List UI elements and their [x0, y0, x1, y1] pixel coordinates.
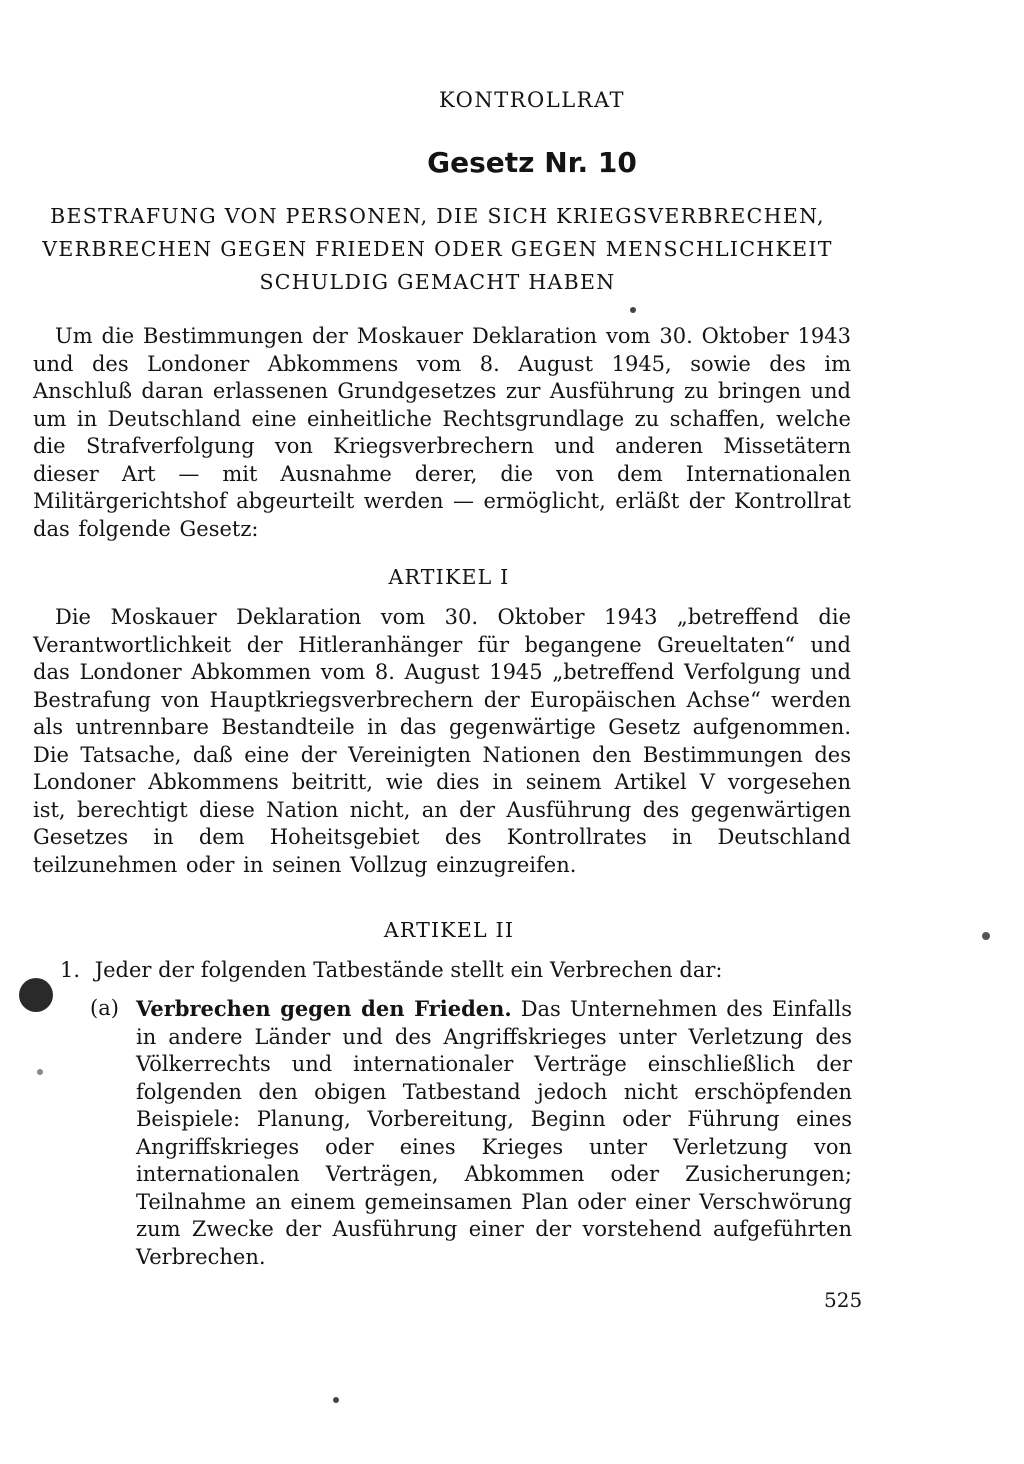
ink-speck — [630, 307, 636, 313]
article-1-heading: ARTIKEL I — [388, 565, 510, 589]
item-number: 1. — [60, 958, 81, 982]
ink-speck — [982, 932, 990, 940]
preamble-paragraph: Um die Bestimmungen der Moskauer Deklaration vom 30. Oktober 1943 und des Londoner Abkommens vom 8. August 1945, sowie des im Anschluß daran erlassenen Grundgesetzes zur Ausführung zu bringen und um in Deutschland eine einheitliche Rechtsgrundlage zu schaffen, welche die Strafverfolgung von Kriegsverbrechern und anderen Missetätern dieser Art — mit Ausnahme derer, die von dem Internationalen Militärgerichtshof abgeurteilt werden — ermöglicht, erläßt der Kontrollrat das folgende Gesetz: — [33, 324, 851, 541]
item-text: Jeder der folgenden Tatbestände stellt ein Verbrechen dar: — [94, 958, 723, 982]
subitem-lead: Verbrechen gegen den Frieden. — [136, 996, 512, 1021]
article-2-subitem-a — [90, 995, 852, 1271]
law-subject: BESTRAFUNG VON PERSONEN, DIE SICH KRIEGSVERBRECHEN, VERBRECHEN GEGEN FRIEDEN ODER GEGEN MENSCHLICHKEIT SCHULDIG GEMACHT HABEN — [42, 204, 833, 294]
subitem-body — [136, 995, 852, 1271]
ink-speck — [37, 1069, 43, 1075]
subitem-text: Das Unternehmen des Einfalls in andere Länder und des Angriffskrieges unter Verletzung des Völkerrechts und internationaler Verträge einschließlich der folgenden den obigen Tatbestand jedoch nicht erschöpfenden Beispiele: Planung, Vorbereitung, Beginn oder Führung eines Angriffskrieges oder eines Krieges unter Verletzung von internationalen Verträgen, Abkommen oder Zusicherungen; Teilnahme an einem gemeinsamen Plan oder einer Verschwörung zum Zwecke der Ausführung einer der vorstehend aufgeführten Verbrechen. — [136, 997, 852, 1269]
subitem-letter: (a) — [90, 996, 119, 1020]
issuing-authority: KONTROLLRAT — [439, 88, 625, 112]
page-number: 525 — [824, 1288, 863, 1312]
ink-speck — [333, 1397, 339, 1403]
article-2-item-1 — [60, 957, 850, 985]
ink-blot — [19, 978, 53, 1012]
law-title: Gesetz Nr. 10 — [427, 146, 637, 179]
article-1-paragraph: Die Moskauer Deklaration vom 30. Oktober 1943 „betreffend die Verantwortlichkeit der Hitleranhänger für begangene Greueltaten“ und das Londoner Abkommen vom 8. August 1945 „betreffend Verfolgung und Bestrafung von Hauptkriegsverbrechern der Europäischen Achse“ werden als untrennbare Bestandteile in das gegenwärtige Gesetz aufgenommen. Die Tatsache, daß eine der Vereinigten Nationen den Bestimmungen des Londoner Abkommens beitritt, wie dies in seinem Artikel V vorgesehen ist, berechtigt diese Nation nicht, an der Ausführung des gegenwärtigen Gesetzes in dem Hoheitsgebiet des Kontrollrates in Deutschland teilzunehmen oder in seinen Vollzug einzugreifen. — [33, 605, 851, 877]
article-2-heading: ARTIKEL II — [383, 918, 515, 942]
